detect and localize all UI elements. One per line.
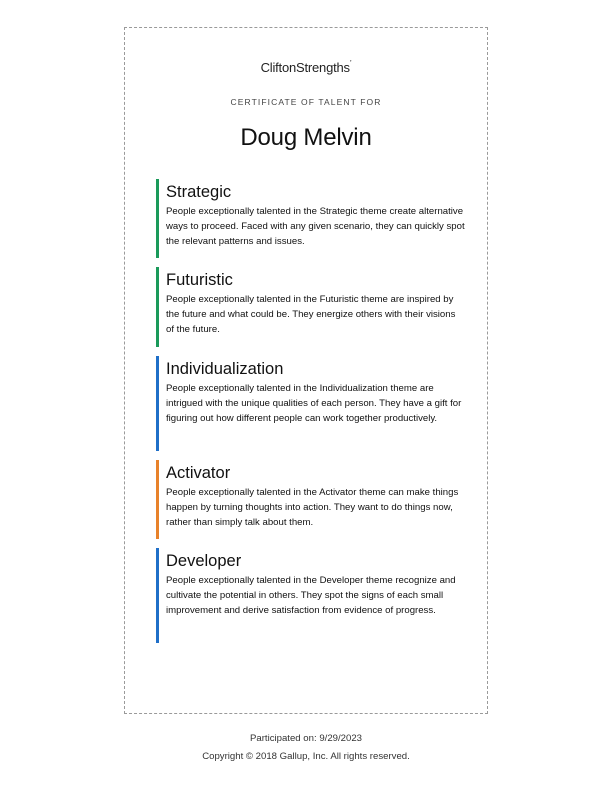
theme-description: People exceptionally talented in the Futuristic theme are inspired by the future and what could be. They energize others with their visions of the future. — [166, 294, 456, 335]
theme-description: People exceptionally talented in the Activator theme can make things happen by turning thoughts into action. They want to do things now, rather than simply talk about them. — [166, 487, 459, 528]
logo-text: CliftonStrengths — [260, 60, 350, 75]
theme-name: Individualization — [166, 360, 284, 378]
theme-description: People exceptionally talented in the Developer theme recognize and cultivate the potential in others. They spot the signs of each small improvement and derive satisfaction from evidence of progress. — [166, 575, 456, 616]
theme-name: Activator — [166, 464, 231, 482]
theme-description: People exceptionally talented in the Individualization theme are intrigued with the unique qualities of each person. They have a gift for figuring out how different people can work together productively. — [166, 383, 462, 424]
theme-name: Futuristic — [166, 271, 233, 289]
theme-activator — [156, 460, 466, 539]
trademark-mark: ’ — [349, 59, 352, 68]
theme-futuristic — [156, 267, 466, 347]
theme-description: People exceptionally talented in the Strategic theme create alternative ways to proceed. Faced with any given scenario, they can quickly spot the relevant patterns and issues. — [166, 206, 465, 247]
theme-individualization — [156, 356, 466, 451]
theme-color-bar — [156, 267, 159, 347]
theme-color-bar — [156, 460, 159, 539]
copyright-notice: Copyright © 2018 Gallup, Inc. All rights reserved. — [202, 751, 410, 762]
participation-date: Participated on: 9/29/2023 — [249, 733, 362, 744]
certificate-subtitle: CERTIFICATE OF TALENT FOR — [230, 97, 382, 107]
theme-color-bar — [156, 179, 159, 258]
theme-color-bar — [156, 548, 159, 643]
theme-color-bar — [156, 356, 159, 451]
recipient-name: Doug Melvin — [240, 124, 372, 151]
theme-strategic — [156, 179, 466, 258]
theme-name: Developer — [166, 552, 242, 570]
cliftonstrengths-logo — [125, 60, 487, 75]
theme-name: Strategic — [166, 183, 232, 201]
certificate-frame — [124, 27, 488, 714]
theme-developer — [156, 548, 466, 643]
